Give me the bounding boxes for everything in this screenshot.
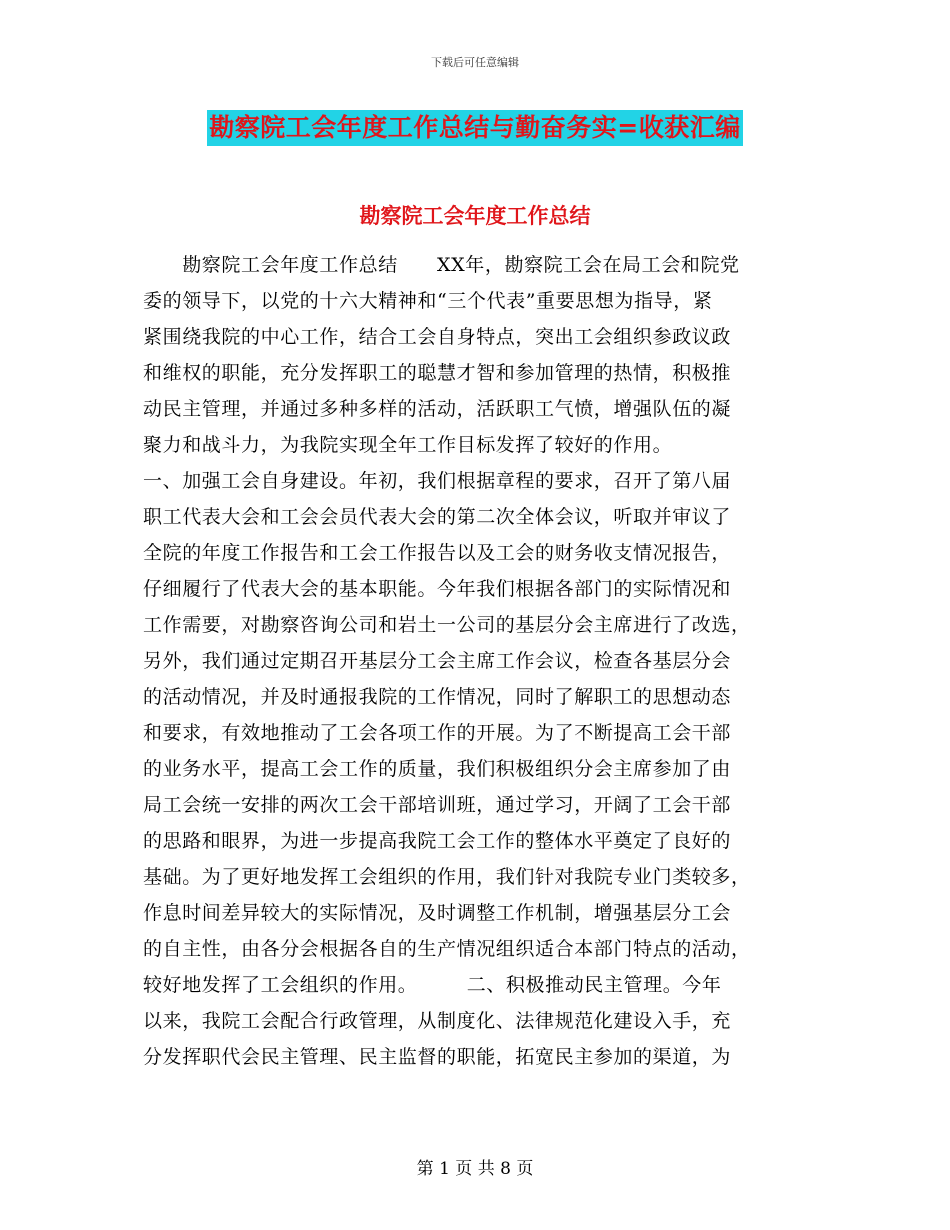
main-title-wrapper [0, 110, 950, 146]
body-line: 的思路和眼界，为进一步提高我院工会工作的整体水平奠定了良好的 [143, 830, 732, 852]
body-line: 一、加强工会自身建设。年初，我们根据章程的要求，召开了第八届 [143, 470, 732, 492]
body-line: 聚力和战斗力，为我院实现全年工作目标发挥了较好的作用。 [143, 434, 673, 456]
body-line: 局工会统一安排的两次工会干部培训班，通过学习，开阔了工会干部 [143, 794, 732, 816]
body-line: 和要求，有效地推动了工会各项工作的开展。为了不断提高工会干部 [143, 722, 732, 744]
body-line: 的业务水平，提高工会工作的质量，我们积极组织分会主席参加了由 [143, 758, 732, 780]
body-line: 的自主性，由各分会根据各自的生产情况组织适合本部门特点的活动， [143, 938, 751, 960]
body-line: 全院的年度工作报告和工会工作报告以及工会的财务收支情况报告， [143, 542, 732, 564]
body-text [143, 247, 823, 1075]
body-line: 仔细履行了代表大会的基本职能。今年我们根据各部门的实际情况和 [143, 578, 732, 600]
body-line: 作息时间差异较大的实际情况，及时调整工作机制，增强基层分工会 [143, 902, 732, 924]
body-line: 另外，我们通过定期召开基层分工会主席工作会议，检查各基层分会 [143, 650, 732, 672]
body-line: 动民主管理，并通过多种多样的活动，活跃职工气愤，增强队伍的凝 [143, 398, 732, 420]
body-line: 分发挥职代会民主管理、民主监督的职能，拓宽民主参加的渠道，为 [143, 1046, 732, 1068]
body-line: 委的领导下，以党的十六大精神和“三个代表”重要思想为指导，紧 [143, 290, 713, 312]
body-line: 职工代表大会和工会会员代表大会的第二次全体会议，听取并审议了 [143, 506, 732, 528]
body-line: 和维权的职能，充分发挥职工的聪慧才智和参加管理的热情，积极推 [143, 362, 732, 384]
main-title: 勘察院工会年度工作总结与勤奋务实=收获汇编 [207, 110, 742, 146]
body-line: 以来，我院工会配合行政管理，从制度化、法律规范化建设入手，充 [143, 1010, 732, 1032]
body-line: 勘察院工会年度工作总结 XX年，勘察院工会在局工会和院党 [143, 254, 740, 276]
body-line: 基础。为了更好地发挥工会组织的作用，我们针对我院专业门类较多， [143, 866, 751, 888]
body-line: 较好地发挥了工会组织的作用。 二、积极推动民主管理。今年 [143, 974, 722, 996]
body-line: 紧围绕我院的中心工作，结合工会自身特点，突出工会组织参政议政 [143, 326, 732, 348]
body-line: 工作需要，对勘察咨询公司和岩土一公司的基层分会主席进行了改选， [143, 614, 751, 636]
header-note: 下载后可任意编辑 [431, 56, 519, 69]
body-line: 的活动情况，并及时通报我院的工作情况，同时了解职工的思想动态 [143, 686, 732, 708]
section-title: 勘察院工会年度工作总结 [359, 204, 591, 228]
page-number-footer: 第 1 页 共 8 页 [416, 1159, 534, 1179]
